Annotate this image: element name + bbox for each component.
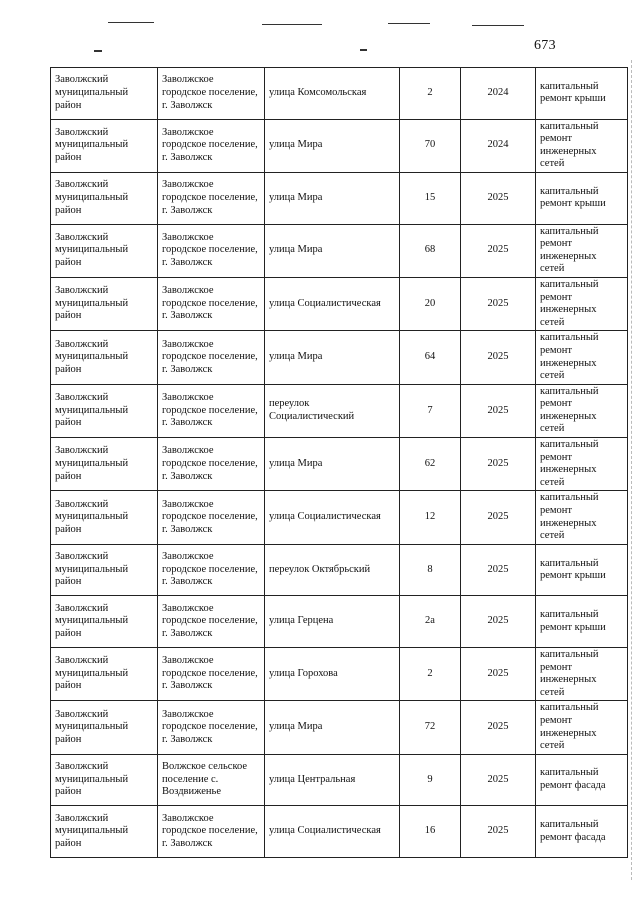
house-number-cell-text: 2 [427, 667, 433, 679]
street-cell [265, 172, 400, 224]
house-number-cell [400, 331, 461, 384]
house-number-cell [400, 491, 461, 544]
municipality-cell-text: Заволжский муниципальный район [55, 179, 129, 216]
settlement-cell [158, 224, 265, 277]
year-cell [461, 438, 536, 491]
year-cell-text: 2024 [487, 139, 509, 151]
year-cell-text: 2025 [487, 351, 509, 363]
house-number-cell [400, 224, 461, 277]
house-number-cell-text: 68 [424, 244, 436, 256]
house-number-cell [400, 701, 461, 754]
year-cell [461, 331, 536, 384]
year-cell-text: 2024 [487, 87, 509, 98]
house-number-cell-text: 20 [424, 297, 436, 309]
year-cell-text: 2025 [487, 404, 509, 416]
settlement-cell [158, 384, 265, 437]
street-cell-text: улица Горохова [269, 667, 338, 679]
year-cell-text: 2025 [487, 511, 509, 523]
table-row [51, 172, 628, 224]
table-row [51, 754, 628, 806]
table-row [51, 596, 628, 648]
street-cell-text: улица Мира [269, 457, 323, 469]
year-cell-text: 2025 [487, 773, 509, 785]
settlement-cell-text: Заволжское городское поселение, г. Заволжск [162, 602, 258, 639]
municipality-cell-text: Заволжский муниципальный район [55, 231, 129, 269]
municipality-cell-text: Заволжский муниципальный район [55, 708, 129, 745]
year-cell [461, 224, 536, 277]
work-type-cell [536, 277, 628, 330]
year-cell-text: 2025 [487, 563, 509, 575]
settlement-cell-text: Заволжское городское поселение, г. Заволжск [162, 655, 258, 692]
street-cell [265, 68, 400, 120]
municipality-cell [51, 68, 158, 120]
year-cell-text: 2025 [487, 615, 509, 627]
house-number-cell-text: 7 [427, 404, 433, 416]
work-type-cell-text: капитальный ремонт инженерных сетей [540, 120, 599, 170]
house-number-cell-text: 15 [424, 191, 436, 203]
municipality-cell-text: Заволжский муниципальный район [55, 551, 129, 588]
settlement-cell [158, 438, 265, 491]
house-number-cell [400, 544, 461, 596]
page-number: 673 [534, 38, 556, 53]
settlement-cell-text: Заволжское городское поселение, г. Заволжск [162, 74, 258, 111]
work-type-cell [536, 491, 628, 544]
scan-edge-line [631, 60, 632, 880]
settlement-cell [158, 544, 265, 596]
settlement-cell [158, 648, 265, 701]
table-row [51, 331, 628, 384]
settlement-cell [158, 701, 265, 754]
table-row [51, 224, 628, 277]
year-cell-text: 2025 [487, 244, 509, 256]
work-type-cell [536, 172, 628, 224]
work-type-cell-text: капитальный ремонт инженерных сетей [540, 225, 599, 275]
year-cell-text: 2025 [487, 825, 509, 837]
street-cell [265, 596, 400, 648]
house-number-cell [400, 438, 461, 491]
year-cell [461, 68, 536, 120]
municipality-cell-text: Заволжский муниципальный район [55, 74, 129, 111]
street-cell [265, 754, 400, 806]
work-type-cell [536, 331, 628, 384]
settlement-cell-text: Заволжское городское поселение, г. Заволжск [162, 179, 258, 216]
house-number-cell-text: 9 [427, 773, 433, 785]
scan-artifact-line [472, 25, 524, 26]
table-row [51, 648, 628, 701]
house-number-cell [400, 596, 461, 648]
work-type-cell [536, 68, 628, 120]
year-cell [461, 384, 536, 437]
street-cell [265, 119, 400, 172]
municipality-cell [51, 491, 158, 544]
municipality-cell-text: Заволжский муниципальный район [55, 498, 129, 535]
work-type-cell-text: капитальный ремонт крыши [540, 557, 606, 582]
municipality-cell [51, 806, 158, 858]
street-cell-text: переулок Октябрьский [269, 563, 371, 575]
work-type-cell-text: капитальный ремонт инженерных сетей [540, 439, 599, 488]
settlement-cell [158, 754, 265, 806]
street-cell [265, 544, 400, 596]
settlement-cell-text: Заволжское городское поселение, г. Заволжск [162, 498, 258, 535]
year-cell [461, 701, 536, 754]
settlement-cell [158, 491, 265, 544]
settlement-cell [158, 172, 265, 224]
year-cell-text: 2025 [487, 191, 509, 203]
settlement-cell-text: Заволжское городское поселение, г. Заволжск [162, 285, 258, 322]
settlement-cell-text: Заволжское городское поселение, г. Заволжск [162, 445, 258, 482]
house-number-cell [400, 384, 461, 437]
street-cell-text: улица Мира [269, 721, 323, 733]
house-number-cell-text: 12 [424, 511, 436, 523]
municipality-cell [51, 384, 158, 437]
year-cell [461, 277, 536, 330]
work-type-cell [536, 224, 628, 277]
table-row [51, 544, 628, 596]
work-type-cell [536, 596, 628, 648]
settlement-cell [158, 68, 265, 120]
settlement-cell-text: Заволжское городское поселение, г. Заволжск [162, 231, 258, 269]
street-cell [265, 224, 400, 277]
work-type-cell [536, 806, 628, 858]
scan-artifact-line [108, 22, 154, 23]
table-row [51, 491, 628, 544]
table-row [51, 277, 628, 330]
street-cell [265, 648, 400, 701]
house-number-cell-text: 2а [425, 615, 435, 627]
municipality-cell [51, 438, 158, 491]
house-number-cell-text: 16 [424, 825, 436, 837]
street-cell-text: улица Социалистическая [269, 825, 381, 837]
year-cell [461, 119, 536, 172]
year-cell [461, 806, 536, 858]
municipality-cell [51, 596, 158, 648]
year-cell [461, 754, 536, 806]
year-cell-text: 2025 [487, 721, 509, 733]
work-type-cell-text: капитальный ремонт крыши [540, 609, 606, 633]
work-type-cell [536, 648, 628, 701]
table-row [51, 806, 628, 858]
work-type-cell-text: капитальный ремонт инженерных сетей [540, 649, 599, 698]
scan-artifact-dash [360, 49, 367, 51]
work-type-cell-text: капитальный ремонт инженерных сетей [540, 702, 599, 752]
settlement-cell [158, 331, 265, 384]
street-cell-text: улица Мира [269, 139, 323, 151]
settlement-cell-text: Заволжское городское поселение, г. Заволжск [162, 812, 258, 849]
year-cell [461, 648, 536, 701]
work-type-cell-text: капитальный ремонт инженерных сетей [540, 385, 599, 435]
work-type-cell-text: капитальный ремонт инженерных сетей [540, 332, 599, 382]
municipality-cell [51, 277, 158, 330]
table-row [51, 384, 628, 437]
street-cell [265, 277, 400, 330]
scan-artifact-dash [94, 50, 102, 52]
house-number-cell [400, 754, 461, 806]
settlement-cell [158, 277, 265, 330]
work-type-cell-text: капитальный ремонт крыши [540, 185, 606, 210]
street-cell-text: улица Мира [269, 244, 323, 256]
work-type-cell-text: капитальный ремонт фасада [540, 767, 606, 792]
year-cell [461, 172, 536, 224]
municipality-cell [51, 224, 158, 277]
settlement-cell [158, 119, 265, 172]
house-number-cell-text: 2 [427, 87, 433, 98]
work-type-cell [536, 544, 628, 596]
street-cell [265, 384, 400, 437]
table-body [51, 68, 628, 858]
street-cell-text: улица Мира [269, 191, 323, 203]
house-number-cell [400, 648, 461, 701]
municipality-cell-text: Заволжский муниципальный район [55, 602, 129, 639]
year-cell-text: 2025 [487, 457, 509, 469]
street-cell-text: улица Герцена [269, 615, 334, 627]
work-type-cell [536, 384, 628, 437]
work-type-cell [536, 438, 628, 491]
house-number-cell [400, 68, 461, 120]
house-number-cell [400, 172, 461, 224]
house-number-cell-text: 64 [424, 351, 436, 363]
work-type-cell [536, 701, 628, 754]
municipality-cell-text: Заволжский муниципальный район [55, 126, 129, 164]
street-cell-text: улица Мира [269, 351, 323, 363]
work-type-cell-text: капитальный ремонт инженерных сетей [540, 492, 599, 542]
municipality-cell-text: Заволжский муниципальный район [55, 761, 129, 798]
year-cell [461, 491, 536, 544]
house-number-cell-text: 72 [424, 721, 436, 733]
street-cell-text: улица Социалистическая [269, 297, 381, 309]
settlement-cell-text: Волжское сельское поселение с. Воздвиженье [162, 761, 248, 798]
scan-artifact-line [388, 23, 430, 24]
house-number-cell-text: 8 [427, 563, 433, 575]
street-cell [265, 806, 400, 858]
table-row [51, 119, 628, 172]
scan-artifact-line [262, 24, 322, 25]
municipality-cell-text: Заволжский муниципальный район [55, 445, 129, 482]
municipality-cell [51, 172, 158, 224]
settlement-cell-text: Заволжское городское поселение, г. Заволжск [162, 338, 258, 375]
street-cell [265, 491, 400, 544]
table-row [51, 701, 628, 754]
year-cell-text: 2025 [487, 667, 509, 679]
year-cell-text: 2025 [487, 297, 509, 309]
settlement-cell-text: Заволжское городское поселение, г. Заволжск [162, 708, 258, 745]
municipality-cell-text: Заволжский муниципальный район [55, 285, 129, 322]
municipality-cell-text: Заволжский муниципальный район [55, 812, 129, 849]
settlement-cell-text: Заволжское городское поселение, г. Заволжск [162, 391, 258, 429]
settlement-cell [158, 596, 265, 648]
street-cell-text: улица Комсомольская [269, 87, 367, 98]
settlement-cell [158, 806, 265, 858]
municipality-cell [51, 648, 158, 701]
municipality-cell [51, 701, 158, 754]
year-cell [461, 544, 536, 596]
municipality-cell-text: Заволжский муниципальный район [55, 338, 129, 375]
year-cell [461, 596, 536, 648]
municipality-cell [51, 754, 158, 806]
work-type-cell [536, 119, 628, 172]
work-type-cell-text: капитальный ремонт инженерных сетей [540, 278, 599, 328]
work-type-cell-text: капитальный ремонт фасада [540, 819, 606, 843]
housing-repair-table [50, 67, 628, 858]
municipality-cell [51, 119, 158, 172]
house-number-cell-text: 70 [424, 139, 436, 151]
municipality-cell-text: Заволжский муниципальный район [55, 655, 129, 692]
house-number-cell-text: 62 [424, 457, 436, 469]
street-cell [265, 438, 400, 491]
work-type-cell-text: капитальный ремонт крыши [540, 80, 606, 105]
street-cell [265, 331, 400, 384]
settlement-cell-text: Заволжское городское поселение, г. Заволжск [162, 551, 258, 588]
street-cell-text: улица Центральная [269, 773, 356, 785]
street-cell-text: улица Социалистическая [269, 511, 381, 523]
house-number-cell [400, 119, 461, 172]
house-number-cell [400, 806, 461, 858]
street-cell-text: переулок Социалистический [269, 398, 355, 422]
work-type-cell [536, 754, 628, 806]
street-cell [265, 701, 400, 754]
settlement-cell-text: Заволжское городское поселение, г. Заволжск [162, 126, 258, 164]
table-row [51, 68, 628, 120]
table-row [51, 438, 628, 491]
house-number-cell [400, 277, 461, 330]
municipality-cell [51, 331, 158, 384]
municipality-cell-text: Заволжский муниципальный район [55, 391, 129, 429]
municipality-cell [51, 544, 158, 596]
